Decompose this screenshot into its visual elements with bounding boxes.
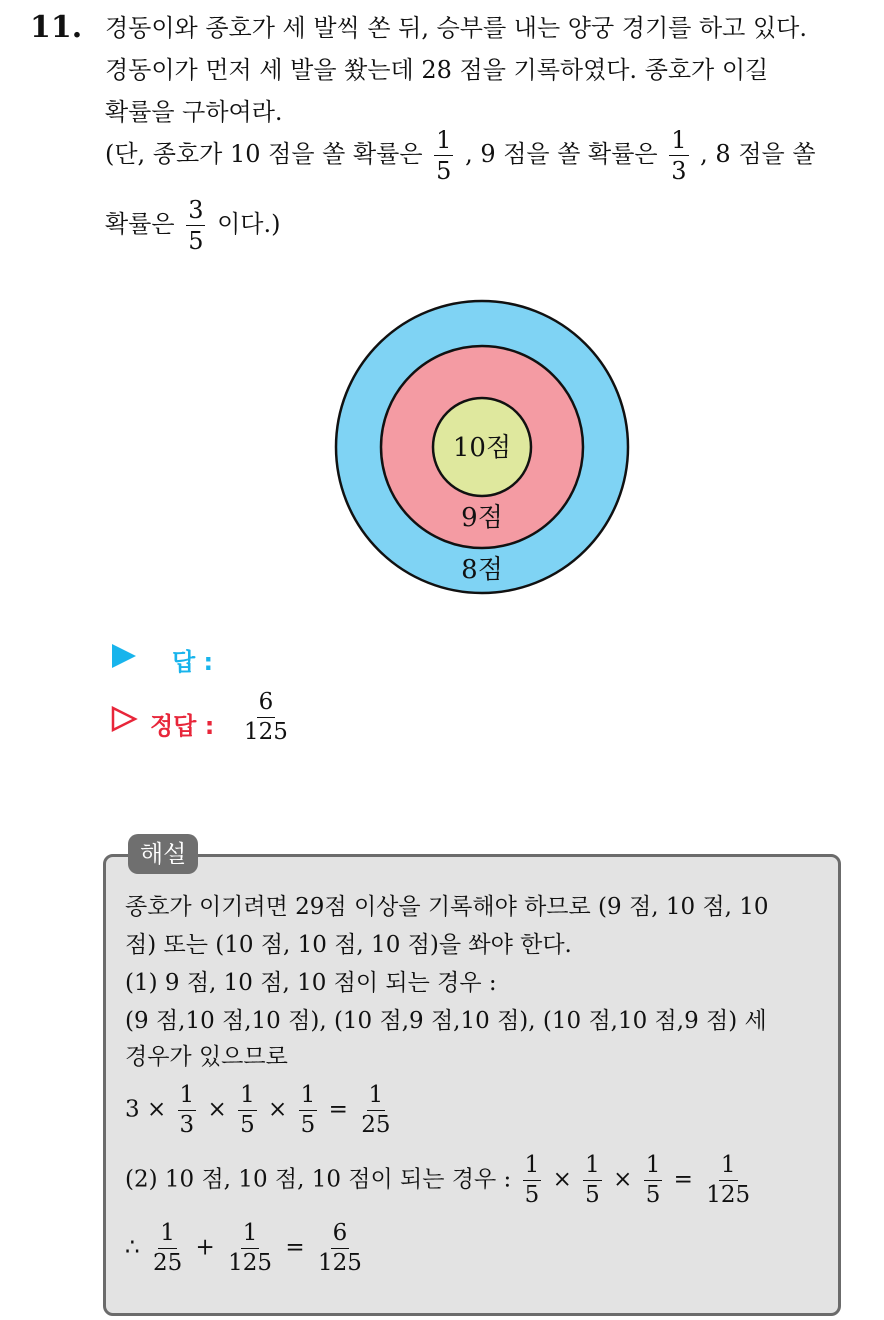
times-symbol: × — [146, 1096, 167, 1123]
answer-label: 답 : — [172, 648, 214, 676]
question-line-3: 확률을 구하여라. — [105, 98, 283, 126]
condition-text-b: , 9 점을 쏠 확률은 — [465, 140, 658, 168]
fraction-numerator: 1 — [719, 1154, 738, 1181]
fraction-denominator: 125 — [317, 1250, 362, 1276]
solution-line-7: (2) 10 점, 10 점, 10 점이 되는 경우 : — [125, 1166, 512, 1193]
times-symbol: × — [268, 1096, 288, 1123]
fraction-numerator: 1 — [583, 1154, 602, 1181]
solution-tag: 해설 — [128, 834, 198, 874]
solution-equation-1 — [125, 1084, 396, 1137]
times-symbol: × — [552, 1166, 572, 1193]
fraction — [299, 1084, 318, 1137]
solution-equation-2 — [125, 1154, 756, 1207]
question-line-1: 경동이와 종호가 세 발씩 쏜 뒤, 승부를 내는 양궁 경기를 하고 있다. — [105, 14, 807, 42]
question-condition-line-1 — [105, 128, 816, 183]
fraction-numerator: 1 — [367, 1084, 386, 1111]
solution-line-4: (9 점,10 점,10 점), (10 점,9 점,10 점), (10 점,10 점,9 점) 세 — [125, 1008, 767, 1034]
fraction — [583, 1154, 602, 1207]
solution-line-5: 경우가 있으므로 — [125, 1044, 288, 1070]
answer-arrow-icon — [110, 643, 138, 669]
fraction-denominator: 125 — [244, 719, 288, 745]
equals-symbol: = — [285, 1234, 305, 1261]
condition-text-a: (단, 종호가 10 점을 쏠 확률은 — [105, 140, 423, 168]
fraction-numerator: 1 — [299, 1084, 318, 1111]
correct-arrow-shape — [113, 708, 135, 730]
solution-line-1: 종호가 이기려면 29점 이상을 기록해야 하므로 (9 점, 10 점, 10 — [125, 894, 769, 920]
probability-9-fraction — [669, 128, 688, 183]
fraction-numerator: 1 — [158, 1222, 177, 1249]
archery-target-diagram — [333, 298, 631, 596]
fraction-denominator: 5 — [645, 1182, 661, 1208]
correct-answer-value — [238, 691, 294, 744]
fraction-numerator: 1 — [436, 126, 452, 154]
plus-symbol: + — [195, 1234, 215, 1261]
fraction-numerator: 1 — [178, 1084, 197, 1111]
fraction — [644, 1154, 663, 1207]
fraction — [359, 1084, 392, 1137]
fraction-numerator: 6 — [257, 691, 276, 718]
fraction-denominator: 25 — [361, 1112, 391, 1138]
ring-10-label: 10점 — [452, 433, 512, 463]
correct-answer-label: 정답 : — [150, 712, 215, 740]
fraction-numerator: 1 — [671, 126, 687, 154]
question-condition-line-2 — [105, 198, 281, 253]
question-line-2: 경동이가 먼저 세 발을 쐈는데 28 점을 기록하였다. 종호가 이길 — [105, 56, 769, 84]
fraction-denominator: 3 — [671, 157, 687, 185]
fraction-denominator: 5 — [524, 1182, 540, 1208]
fraction-numerator: 1 — [644, 1154, 663, 1181]
fraction-numerator: 1 — [238, 1084, 257, 1111]
fraction-denominator: 5 — [300, 1112, 316, 1138]
probability-10-fraction — [434, 128, 453, 183]
fraction-numerator: 1 — [523, 1154, 542, 1181]
fraction-denominator: 5 — [436, 157, 452, 185]
fraction-denominator: 25 — [152, 1250, 183, 1276]
times-symbol: × — [613, 1166, 633, 1193]
equals-symbol: = — [673, 1166, 693, 1193]
fraction-denominator: 5 — [585, 1182, 600, 1208]
ring-8-label: 8점 — [461, 555, 503, 585]
fraction-denominator: 5 — [188, 227, 204, 255]
ring-9-label: 9점 — [461, 503, 503, 533]
fraction — [523, 1154, 542, 1207]
probability-8-fraction — [186, 198, 205, 253]
fraction-numerator: 3 — [188, 196, 204, 224]
correct-answer-arrow-icon — [110, 706, 138, 732]
fraction-denominator: 3 — [179, 1112, 195, 1138]
fraction-numerator: 6 — [331, 1222, 350, 1249]
fraction — [704, 1154, 752, 1207]
fraction — [226, 1222, 274, 1275]
condition-text-d: 확률은 — [105, 210, 175, 238]
answer-arrow-shape — [112, 644, 136, 668]
times-symbol: × — [207, 1096, 227, 1123]
solution-equation-3 — [125, 1222, 368, 1275]
question-number: 11. — [30, 10, 83, 45]
fraction-numerator: 1 — [241, 1222, 260, 1249]
condition-text-e: 이다.) — [217, 210, 281, 238]
fraction-denominator: 125 — [706, 1182, 751, 1208]
correct-answer-fraction — [242, 691, 290, 744]
equals-symbol: = — [328, 1096, 348, 1123]
fraction — [238, 1084, 257, 1137]
therefore-symbol: ∴ — [125, 1234, 140, 1261]
fraction-denominator: 5 — [240, 1112, 255, 1138]
fraction — [151, 1222, 184, 1275]
fraction — [316, 1222, 364, 1275]
condition-text-c: , 8 점을 쏠 — [700, 140, 816, 168]
fraction-denominator: 125 — [228, 1250, 273, 1276]
coefficient: 3 — [125, 1096, 140, 1123]
fraction — [178, 1084, 197, 1137]
solution-line-3: (1) 9 점, 10 점, 10 점이 되는 경우 : — [125, 970, 497, 996]
solution-line-2: 점) 또는 (10 점, 10 점, 10 점)을 쏴야 한다. — [125, 932, 572, 958]
